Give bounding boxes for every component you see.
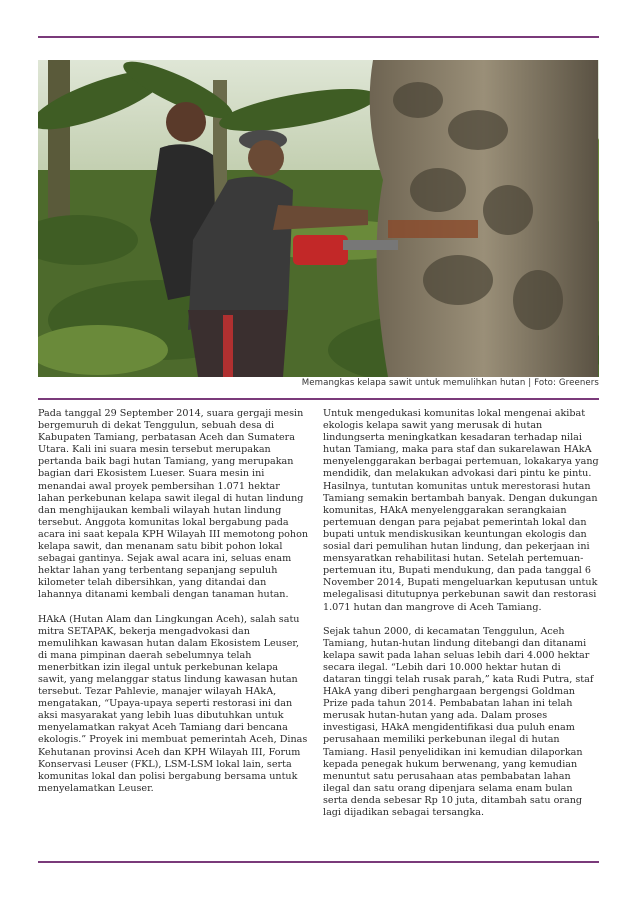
caption-divider	[38, 398, 599, 400]
paragraph: Untuk mengedukasi komunitas lokal mengenai akibat ekologis kelapa sawit yang merusak di hutan lindungserta meningkatkan kesadaran terhadap nilai hutan Tamiang, maka para staf dan sukarelawan HAkA menyelenggarakan berbagai pertemuan, lokakarya yang mendidik, dan melakukan advokasi dari pintu ke pintu. Hasilnya, tuntutan komunitas untuk merestorasi hutan Tamiang semakin bertambah banyak. Dengan dukungan komunitas, HAkA menyelenggarakan serangkaian pertemuan dengan para pejabat pemerintah lokal dan bupati untuk mendiskusikan keuntungan ekologis dan sosial dari pemulihan hutan lindung, dan pekerjaan ini mensyaratkan rehabilitasi hutan. Setelah pertemuan-pertemuan itu, Bupati mendukung, dan pada tanggal 6 November 2014, Bupati mengeluarkan keputusan untuk melegalisasi ditutupnya perkebunan sawit dan restorasi 1.071 hutan dan mangrove di Aceh Tamiang.	[323, 408, 599, 613]
bottom-divider	[38, 861, 599, 863]
article-photo	[38, 60, 599, 377]
top-divider	[38, 36, 599, 38]
paragraph: Pada tanggal 29 September 2014, suara gergaji mesin bergemuruh di dekat Tenggulun, sebuah desa di Kabupaten Tamiang, perbatasan Aceh dan Sumatera Utara. Kali ini suara mesin tersebut merupakan pertanda baik bagi hutan Tamiang, yang merupakan bagian dari Ekosistem Lueser. Suara mesin ini menandai awal proyek pembersihan 1.071 hektar lahan perkebunan kelapa sawit ilegal di hutan lindung dan menghijaukan kembali wilayah hutan lindung tersebut. Anggota komunitas lokal bergabung pada acara ini saat kepala KPH Wilayah III memotong pohon kelapa sawit, dan menanam satu bibit pohon lokal sebagai gantinya. Sejak awal acara ini, seluas enam hektar lahan yang terbentang sepanjang sepuluh kilometer telah dibersihkan, yang ditandai dan lahannya ditanami kembali dengan tanaman hutan.	[38, 408, 309, 601]
paragraph: HAkA (Hutan Alam dan Lingkungan Aceh), salah satu mitra SETAPAK, bekerja mengadvokasi dan memulihkan kawasan hutan dalam Ekosistem Leuser, di mana pimpinan daerah sebelumnya telah menerbitkan izin ilegal untuk perkebunan kelapa sawit, yang melanggar status lindung kawasan hutan tersebut. Tezar Pahlevie, manajer wilayah HAkA, mengatakan, “Upaya-upaya seperti restorasi ini dan aksi masyarakat yang lebih luas dibutuhkan untuk menyelamatkan rakyat Aceh Tamiang dari bencana ekologis.” Proyek ini membuat pemerintah Aceh, Dinas Kehutanan provinsi Aceh dan KPH Wilayah III, Forum Konservasi Leuser (FKL), LSM-LSM lokal lain, serta komunitas lokal dan polisi bergabung bersama untuk menyelamatkan Leuser.	[38, 613, 308, 794]
paragraph: Sejak tahun 2000, di kecamatan Tenggulun, Aceh Tamiang, hutan-hutan lindung ditebangi dan ditanami kelapa sawit pada lahan seluas lebih dari 4.000 hektar secara ilegal. “Lebih dari 10.000 hektar hutan di dataran tinggi telah rusak parah,” kata Rudi Putra, staf HAkA yang diberi penghargaan bergengsi Goldman Prize pada tahun 2014. Pembabatan lahan ini telah merusak hutan-hutan yang ada. Dalam proses investigasi, HAkA mengidentifikasi dua puluh enam perusahaan memiliki perkebunan ilegal di hutan Tamiang. Hasil penyelidikan ini kemudian dilaporkan kepada penegak hukum berwenang, yang kemudian menuntut satu perusahaan atas pembabatan lahan ilegal dan satu orang dipenjara selama enam bulan serta denda sebesar Rp 10 juta, ditambah satu orang lagi dijadikan sebagai tersangka.	[323, 625, 594, 818]
article-left-column	[38, 408, 309, 807]
article-right-column	[323, 408, 599, 831]
photo-caption: Memangkas kelapa sawit untuk memulihkan hutan | Foto: Greeners	[301, 378, 599, 388]
